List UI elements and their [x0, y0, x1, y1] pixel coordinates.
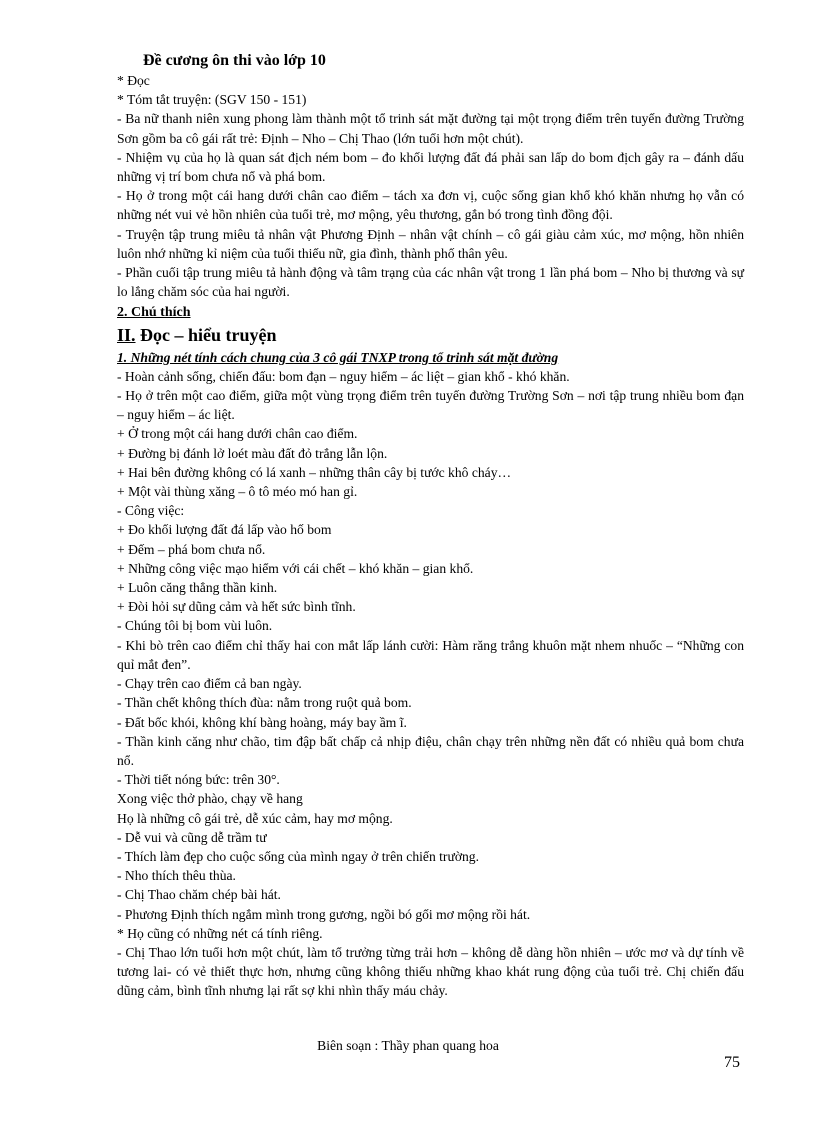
paragraph: - Nho thích thêu thùa.: [117, 868, 236, 884]
paragraph: - Phần cuối tập trung miêu tả hành động và tâm trạng của các nhân vật trong 1 lần phá bom – Nho bị thương và sự lo lắng chăm sóc của hai người.: [117, 265, 744, 300]
paragraph: - Dễ vui và cũng dễ trầm tư: [117, 829, 267, 845]
paragraph: - Công việc:: [117, 503, 185, 519]
paragraph: + Một vài thùng xăng – ô tô méo mó han gỉ.: [117, 484, 358, 500]
paragraph: - Phương Định thích ngắm mình trong gương, ngồi bó gối mơ mộng rồi hát.: [117, 906, 531, 922]
paragraph: + Đếm – phá bom chưa nổ.: [117, 541, 266, 557]
paragraph: * Tóm tắt truyện: (SGV 150 - 151): [117, 92, 307, 108]
paragraph: + Những công việc mạo hiểm với cái chết – khó khăn – gian khổ.: [117, 560, 474, 576]
paragraph: - Họ ở trên một cao điểm, giữa một vùng trọng điểm trên tuyến đường Trường Sơn – nơi tập trung nhiều bom đạn – nguy hiểm – ác liệt.: [117, 388, 744, 423]
paragraph: - Họ ở trong một cái hang dưới chân cao điểm – tách xa đơn vị, cuộc sống gian khổ khó khăn nhưng họ vẫn có những nét vui vẻ hồn nhiên của tuổi trẻ, mơ mộng, yêu thương, gắn bó trong tình đồng đội.: [117, 188, 744, 223]
paragraph: - Đất bốc khói, không khí bàng hoàng, máy bay ầm ĩ.: [117, 714, 407, 730]
paragraph: - Truyện tập trung miêu tả nhân vật Phương Định – nhân vật chính – cô gái giàu cảm xúc, mơ mộng, hồn nhiên luôn nhớ những kỉ niệm của tuổi thiếu nữ, gia đình, thành phố thân yêu.: [117, 226, 744, 261]
paragraph: - Thần chết không thích đùa: nằm trong ruột quả bom.: [117, 695, 412, 711]
paragraph: + Ở trong một cái hang dưới chân cao điểm.: [117, 426, 358, 442]
paragraph: - Ba nữ thanh niên xung phong làm thành một tổ trinh sát mặt đường tại một trọng điểm trên tuyến đường Trường Sơn gồm ba cô gái rất trẻ: Định – Nho – Chị Thao (lớn tuổi hơn một chút).: [117, 111, 744, 146]
paragraph: + Đòi hỏi sự dũng cảm và hết sức bình tĩnh.: [117, 599, 356, 615]
document-body: [117, 71, 744, 1001]
paragraph: * Họ cũng có những nét cá tính riêng.: [117, 925, 323, 941]
topic-heading: 1. Những nét tính cách chung của 3 cô gái TNXP trong tổ trinh sát mặt đường: [117, 349, 559, 365]
paragraph: + Hai bên đường không có lá xanh – những thân cây bị tước khô cháy…: [117, 464, 512, 480]
paragraph: + Đo khối lượng đất đá lấp vào hố bom: [117, 522, 332, 538]
paragraph: - Thời tiết nóng bức: trên 30°.: [117, 772, 280, 788]
footer-author: Biên soạn : Thầy phan quang hoa: [317, 1038, 499, 1053]
section-heading: [117, 324, 744, 346]
paragraph: - Nhiệm vụ của họ là quan sát địch ném bom – đo khối lượng đất đá phải san lấp do bom địch gây ra – đánh dấu những vị trí bom chưa nổ và phá bom.: [117, 149, 744, 185]
paragraph: Họ là những cô gái trẻ, dễ xúc cảm, hay mơ mộng.: [117, 810, 393, 826]
paragraph: - Chị Thao lớn tuổi hơn một chút, làm tổ trưởng từng trải hơn – không dễ dàng hồn nhiên – ước mơ và dự tính về tương lai- có vẻ thiết thực hơn, nhưng cũng không thiếu những khao khát rung động của tuổi trẻ. Chị chiến đấu dũng cảm, bình tĩnh nhưng lại rất sợ khi nhìn thấy máu chảy.: [117, 944, 744, 999]
section-number: II.: [117, 324, 136, 345]
paragraph: + Luôn căng thẳng thần kinh.: [117, 580, 278, 596]
paragraph: - Chị Thao chăm chép bài hát.: [117, 887, 281, 903]
page-number: 75: [724, 1054, 740, 1071]
paragraph: - Khi bò trên cao điểm chỉ thấy hai con mắt lấp lánh cười: Hàm răng trắng khuôn mặt nhem nhuốc – “Những con quỉ mắt đen”.: [117, 637, 744, 672]
document-title: Đề cương ôn thi vào lớp 10: [143, 52, 326, 69]
subsection-heading: 2. Chú thích: [117, 305, 191, 321]
paragraph: - Thích làm đẹp cho cuộc sống của mình ngay ở trên chiến trường.: [117, 848, 479, 864]
paragraph: - Hoàn cảnh sống, chiến đấu: bom đạn – nguy hiểm – ác liệt – gian khổ - khó khăn.: [117, 368, 570, 384]
paragraph: - Chúng tôi bị bom vùi luôn.: [117, 618, 273, 634]
paragraph: + Đường bị đánh lở loét màu đất đỏ trắng lẫn lộn.: [117, 445, 388, 461]
paragraph: * Đọc: [117, 73, 150, 88]
paragraph: - Chạy trên cao điểm cả ban ngày.: [117, 676, 302, 692]
paragraph: Xong việc thở phào, chạy về hang: [117, 791, 303, 807]
paragraph: - Thần kinh căng như chão, tim đập bất chấp cả nhịp điệu, chân chạy trên những nền đất có nhiều quả bom chưa nổ.: [117, 733, 744, 768]
section-title: Đọc – hiểu truyện: [135, 324, 277, 345]
